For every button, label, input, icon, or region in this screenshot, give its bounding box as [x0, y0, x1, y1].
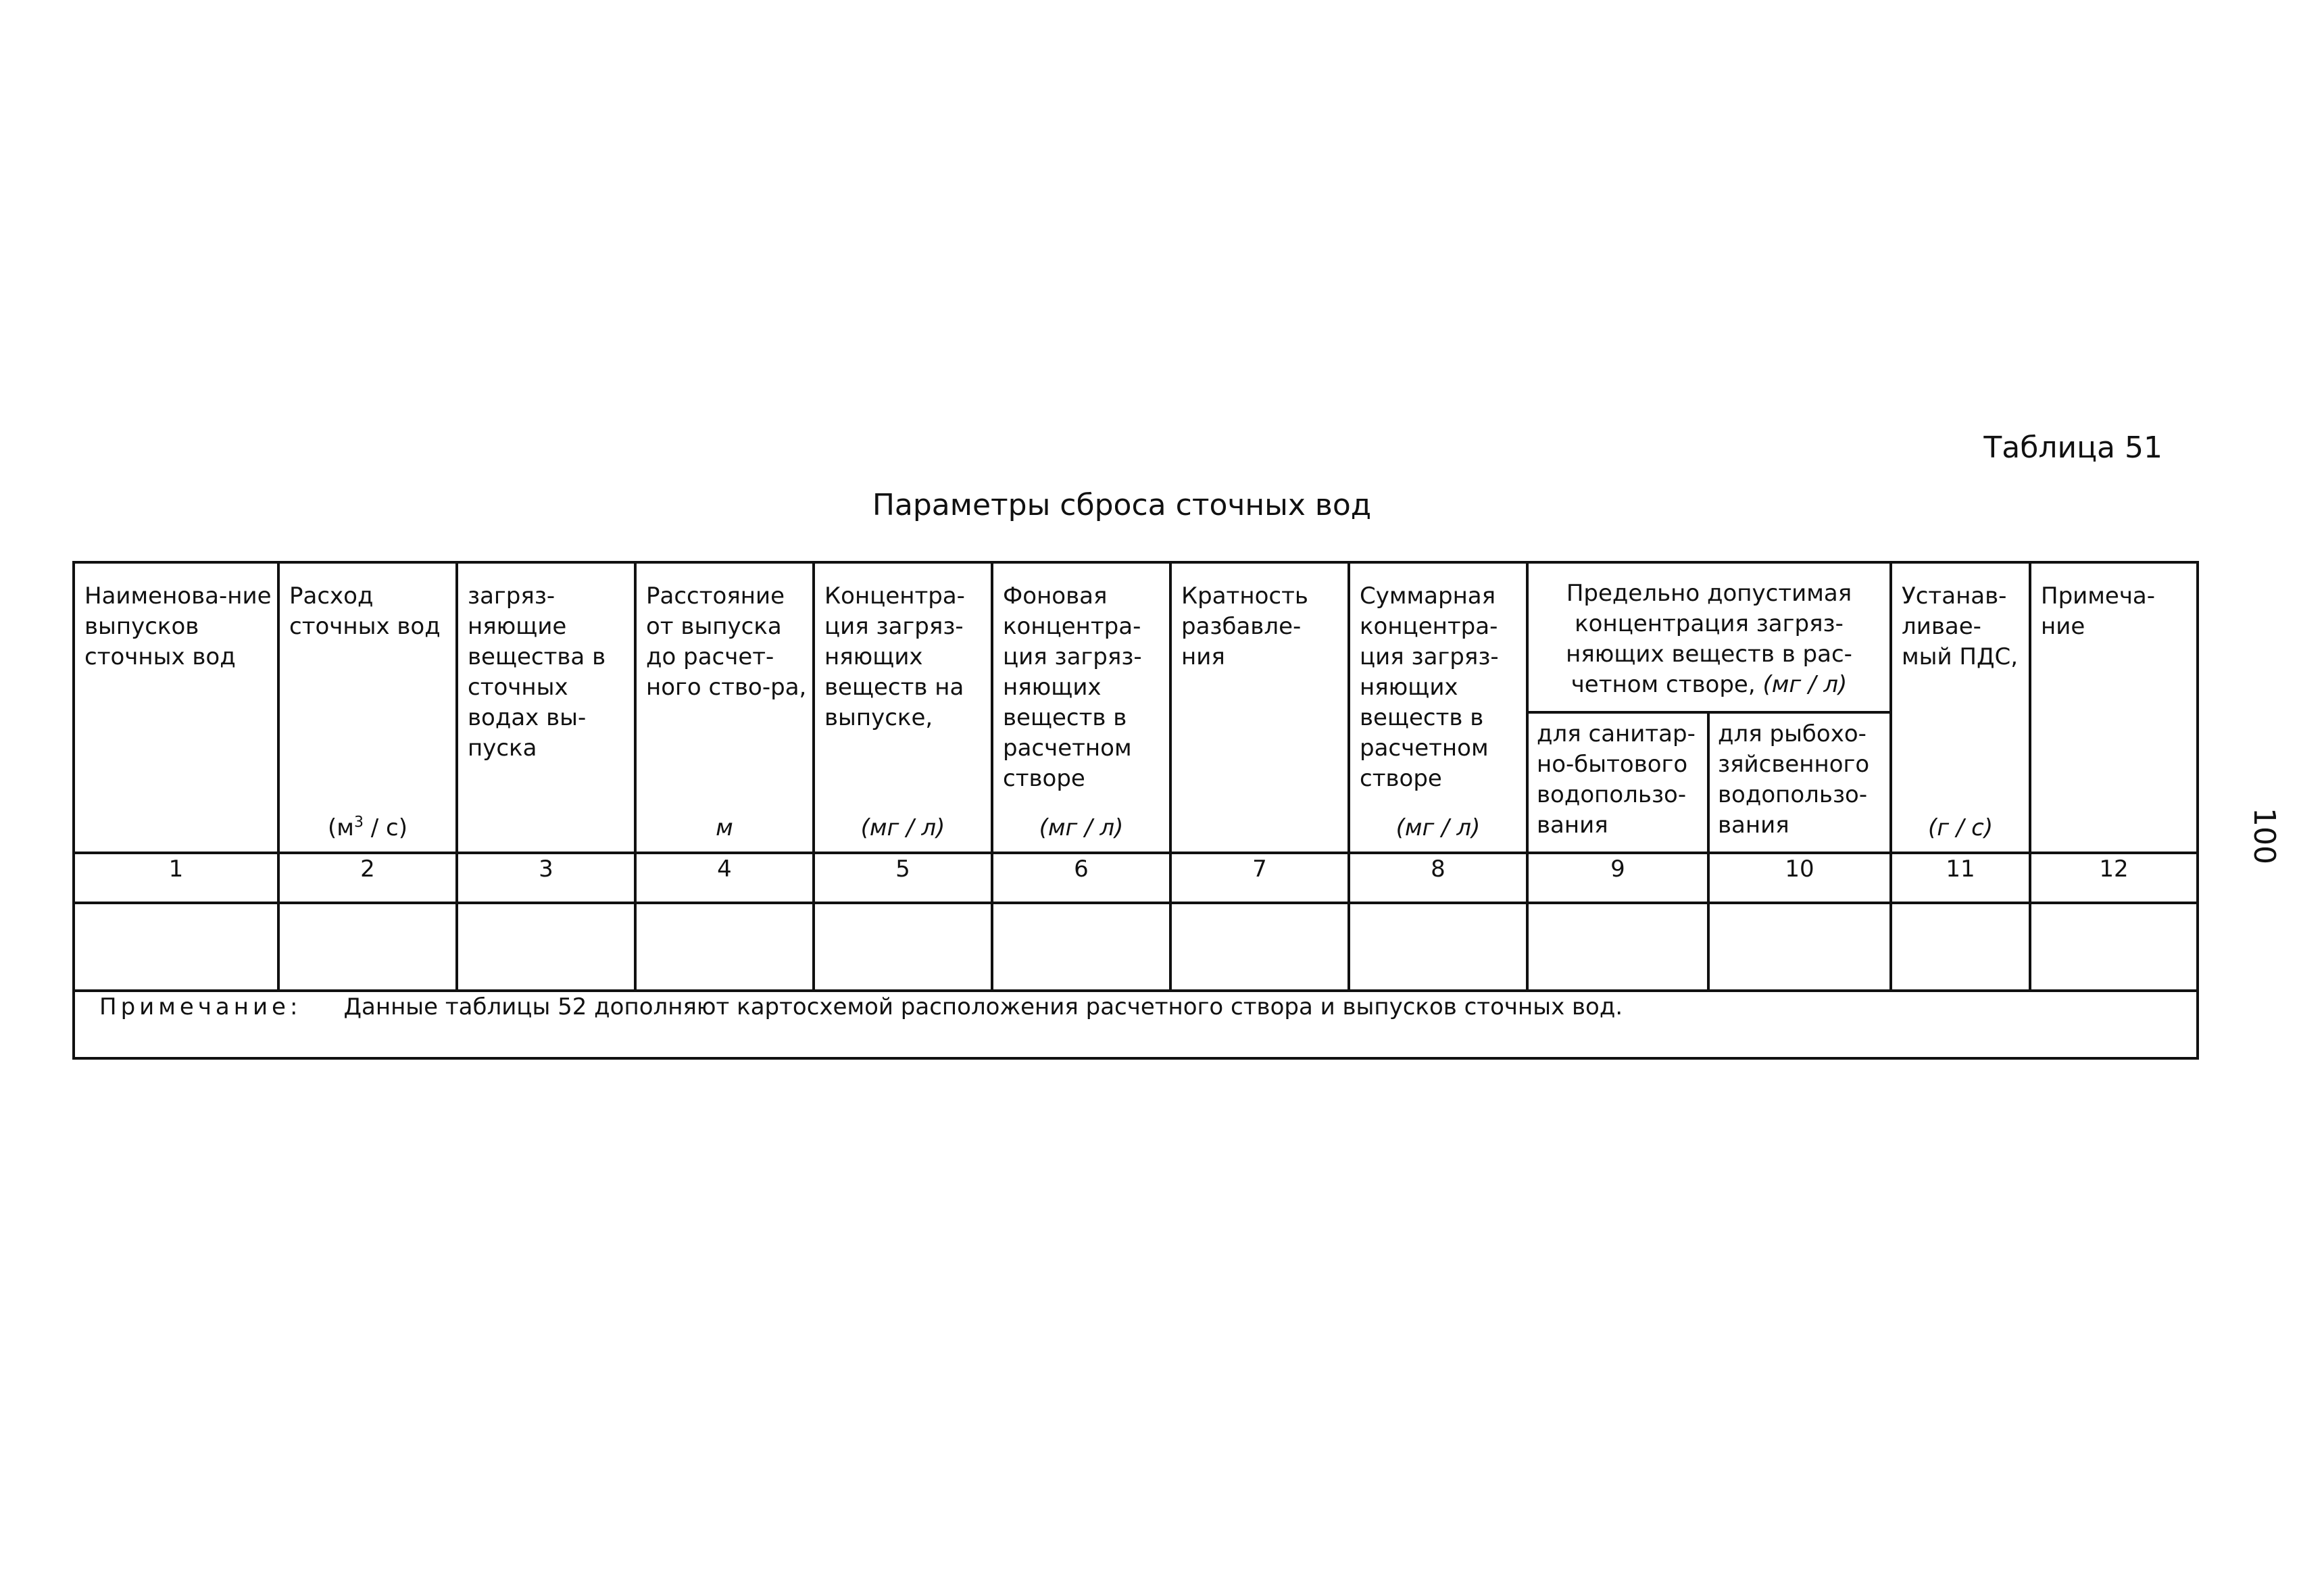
header-text: Кратность разбавле-ния [1181, 583, 1308, 670]
header-text: Расстояние от выпуска до расчет-ного ство-ра, [646, 583, 807, 701]
note-label: Примечание: [99, 993, 302, 1020]
header-cell-outlet-name [74, 562, 278, 853]
wastewater-discharge-table [72, 561, 2199, 1060]
header-unit: (г / с) [1927, 814, 1994, 841]
header-text: Предельно допустимая концентрация загряз-няющих веществ в рас-четном створе, [1566, 580, 1852, 698]
header-text: для санитар-но-бытового водопользо-вания [1537, 720, 1696, 839]
column-number: 2 [278, 853, 457, 903]
column-number: 1 [74, 853, 278, 903]
header-text: Фоновая концентра-ция загряз-няющих веществ в расчетном створе [1003, 583, 1142, 792]
column-number: 8 [1349, 853, 1527, 903]
header-cell-note [2030, 562, 2198, 853]
table-cell [992, 903, 1170, 991]
column-number-row [74, 853, 2198, 903]
column-number: 9 [1527, 853, 1708, 903]
header-cell-permissible-discharge [1891, 562, 2030, 853]
header-text: Суммарная концентра-ция загряз-няющих веществ в расчетном створе [1360, 583, 1499, 792]
header-cell-sanitary-use [1527, 712, 1708, 853]
header-text: Концентра-ция загряз-няющих веществ на выпуске, [824, 583, 965, 731]
header-cell-pollutants [457, 562, 635, 853]
header-text: Наименова-ние выпусков сточных вод [84, 583, 272, 670]
table-cell [1170, 903, 1349, 991]
column-number: 5 [814, 853, 992, 903]
header-cell-dilution-ratio [1170, 562, 1349, 853]
table-cell [1891, 903, 2030, 991]
column-number: 7 [1170, 853, 1349, 903]
header-text: загряз-няющие вещества в сточных водах вы-пуска [468, 583, 606, 762]
header-unit: (мг / л) [1762, 671, 1848, 698]
table-cell [1708, 903, 1891, 991]
page-number: 100 [2247, 808, 2281, 864]
header-unit: (мг / л) [1039, 814, 1124, 841]
header-text: для рыбохо-зяйсвенного водопользо-вания [1718, 720, 1870, 839]
column-number: 11 [1891, 853, 2030, 903]
empty-data-row [74, 903, 2198, 991]
table-cell [635, 903, 814, 991]
header-cell-outlet-concentration [814, 562, 992, 853]
header-text: Расход сточных вод [289, 583, 441, 640]
column-number: 6 [992, 853, 1170, 903]
table-number-label: Таблица 51 [1983, 430, 2162, 465]
table-cell [74, 903, 278, 991]
table-title: Параметры сброса сточных вод [872, 488, 1372, 522]
table-cell [278, 903, 457, 991]
note-row [74, 991, 2198, 1058]
column-number: 12 [2030, 853, 2198, 903]
column-number: 4 [635, 853, 814, 903]
header-unit: $(м^3 / с)$ [328, 814, 407, 841]
table-cell [2030, 903, 2198, 991]
header-unit: (мг / л) [860, 814, 945, 841]
header-row [74, 562, 2198, 712]
header-cell-max-permissible-concentration [1527, 562, 1891, 712]
column-number: 10 [1708, 853, 1891, 903]
header-text: Устанав-ливае-мый ПДС, [1902, 583, 2019, 670]
note-text: Данные таблицы 52 дополняют картосхемой расположения расчетного створа и выпусков сточных вод. [343, 993, 1623, 1020]
column-number: 3 [457, 853, 635, 903]
table-cell [457, 903, 635, 991]
header-unit: (мг / л) [1395, 814, 1481, 841]
table-cell [814, 903, 992, 991]
table-cell [1527, 903, 1708, 991]
table-note [74, 991, 2198, 1058]
header-cell-total-concentration [1349, 562, 1527, 853]
header-cell-distance [635, 562, 814, 853]
header-unit: м [716, 814, 733, 841]
header-text: Примеча-ние [2041, 583, 2156, 640]
header-cell-fishery-use [1708, 712, 1891, 853]
header-cell-flow-rate [278, 562, 457, 853]
header-cell-background-concentration [992, 562, 1170, 853]
table-cell [1349, 903, 1527, 991]
